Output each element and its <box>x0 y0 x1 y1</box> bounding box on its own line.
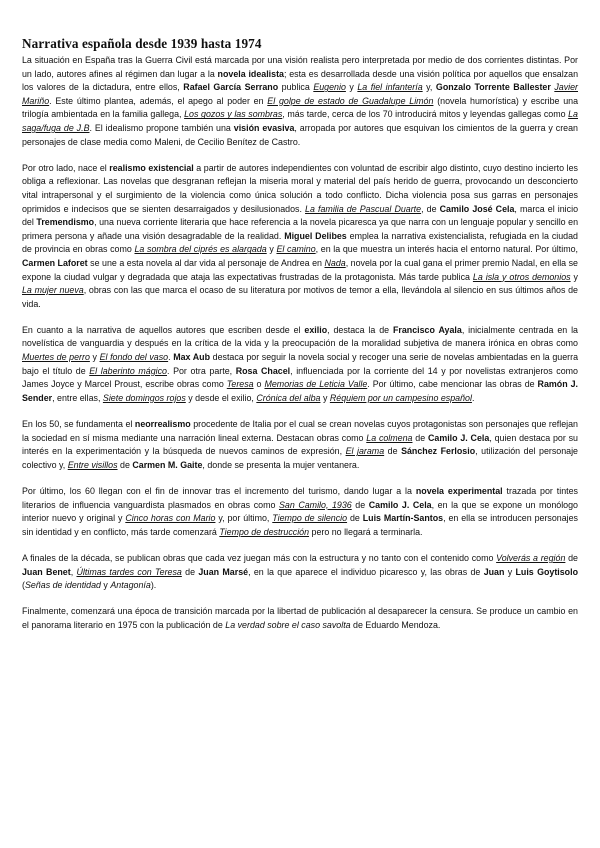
work-title: Crónica del alba <box>256 392 321 403</box>
text-run: ( <box>22 580 25 591</box>
text-run: y desde el exilio, <box>185 392 257 403</box>
text-run: , destaca la de <box>327 324 393 335</box>
text-run: de <box>384 446 402 457</box>
text-run: y <box>89 352 100 363</box>
text-run: y <box>320 392 330 403</box>
bold-term: exilio <box>304 324 328 335</box>
work-title: El laberinto mágico <box>89 365 167 376</box>
paragraph <box>22 552 578 593</box>
text-run: En cuanto a la narrativa de aquellos autores que escriben desde el <box>22 324 305 335</box>
text-run: , en la que aparece el individuo picaresco y, las obras de <box>248 566 484 577</box>
text-run: . Por último, cabe mencionar las obras de <box>367 379 538 390</box>
work-title: Entre visillos <box>67 459 118 470</box>
bold-term: realismo existencial <box>109 162 194 173</box>
bold-term: Carmen M. Gaite <box>132 459 203 470</box>
bold-term: novela idealista <box>217 68 284 79</box>
text-run: , utilización del personaje colectivo y, <box>22 446 578 470</box>
text-run: . Por otra parte, <box>167 365 236 376</box>
text-run: , entre ellas, <box>52 392 103 403</box>
text-run: , marca el inicio del <box>22 203 578 228</box>
work-title: Réquiem por un campesino español <box>329 392 472 403</box>
text-run: . <box>471 392 475 403</box>
text-run: y <box>100 580 111 591</box>
text-run: , en ella se introducen personajes sin identidad y en conflicto, más tarde comenzará <box>22 513 578 537</box>
bold-term: Camilo José Cela <box>439 203 515 214</box>
bold-term: Juan Benet <box>22 566 71 577</box>
italic-title: Señas de identidad <box>24 580 101 591</box>
text-run: , inicialmente centrada en la novelística de vanguardia y después en la crítica de la vida y la preocupación de la moralidad subjetiva de manera irónica en obras como <box>22 324 578 349</box>
text-run: , influenciada por la corriente del 14 y por novelistas extranjeros como James Joyce y Marcel Proust, escribe obras como <box>22 365 578 390</box>
paragraph <box>22 418 578 472</box>
work-title: San Camilo, 1936 <box>278 499 352 510</box>
text-run: , de <box>421 203 440 214</box>
work-title: La sombra del ciprés es alargada <box>134 244 267 255</box>
work-title: La familia de Pascual Duarte <box>305 203 422 214</box>
work-title: El golpe de estado de Guadalupe Limón <box>267 95 434 106</box>
text-run: Por otro lado, nace el <box>22 162 110 173</box>
bold-term: Ramón J. Sender <box>22 379 578 403</box>
work-title: Muertes de perro <box>22 352 90 363</box>
text-run: de <box>351 499 369 510</box>
bold-term: Luis Goytisolo <box>515 566 578 577</box>
work-title: El fondo del vaso <box>99 352 169 363</box>
bold-term: neorrealismo <box>134 419 191 430</box>
work-title: Teresa <box>226 379 254 390</box>
work-title: Nada <box>324 257 346 268</box>
text-run: o <box>253 379 265 390</box>
paragraph <box>22 162 578 312</box>
paragraph <box>22 324 578 406</box>
text-run: . <box>168 352 174 363</box>
work-title: El jarama <box>345 446 385 457</box>
text-run: de <box>347 513 363 524</box>
text-run: y, por último, <box>215 513 273 524</box>
text-run: de <box>412 432 428 443</box>
work-title: Los gozos y las sombras <box>184 109 283 120</box>
work-title: Tiempo de silencio <box>272 513 348 524</box>
text-run: de <box>181 566 199 577</box>
text-run: trazada por tintes literarios de influencia vanguardista plasmados en obras como <box>22 486 578 510</box>
bold-term: Camilo J. Cela <box>427 432 490 443</box>
italic-title: Antagonía <box>110 580 151 591</box>
work-title: Memorias de Leticia Valle <box>264 379 368 390</box>
text-run: , <box>70 566 77 577</box>
text-run: , arropada por autores que esquivan los cimientos de la guerra y crean personajes de clase media como Maleni, de Cecilio Benítez de Castro. <box>22 122 578 147</box>
text-run: a partir de autores independientes con voluntad de escribir algo distinto, cuyo destino incierto les obliga a reflexionar. Las novelas que desgranan reflejan la miseria moral y material del país herido de guerra, provocando un desconcierto vital intrapersonal y el surgimiento de la violencia como única solución a todo conflicto. Dicha violencia posa sus garras en personajes oprimidos e indecisos que se sienten desarraigados y desilusionados. <box>22 162 578 214</box>
text-run: y <box>504 566 516 577</box>
text-run: Por último, los 60 llegan con el fin de innovar tras el incremento del turismo, dando lugar a la <box>22 486 416 496</box>
work-title: Eugenio <box>313 82 346 93</box>
text-run: ; esta es desarrollada desde una visión política por aquellos que ensalzan los valores de la dictadura, entre ellos, <box>22 68 578 93</box>
bold-term: Juan <box>483 566 505 577</box>
text-run: (novela humorística) y escribe una trilogía ambientada en la familia gallega, <box>22 95 579 120</box>
text-run: ). <box>150 580 157 591</box>
bold-term: Sánchez Ferlosio <box>401 446 476 457</box>
text-run: , una nueva corriente literaria que hace referencia a la novela picaresca ya que narra con un lenguaje popular y sencillo en primera persona y añade una visión desagradable de la realidad. <box>22 217 579 241</box>
bold-term: novela experimental <box>415 486 503 496</box>
text-run: destaca por seguir la novela social y recoger una serie de novelas ambientadas en la guerra bajo el título de <box>22 352 578 376</box>
bold-term: Gonzalo Torrente Ballester <box>435 82 551 93</box>
text-run: pero no llegará a terminarla. <box>309 526 423 537</box>
text-run: se une a esta novela al dar vida al personaje de Andrea en <box>87 257 325 268</box>
bold-term: Carmen Laforet <box>22 257 88 268</box>
text-run: de <box>117 459 133 470</box>
document-body <box>22 54 578 633</box>
work-title: Tiempo de destrucción <box>219 526 310 537</box>
bold-term: visión evasiva <box>233 122 295 133</box>
bold-term: Tremendismo <box>36 217 95 228</box>
text-run: , más tarde, cerca de los 70 introducirá mitos y leyendas gallegas como <box>282 109 569 120</box>
paragraph <box>22 485 578 539</box>
work-title: Javier Mariño <box>22 82 579 106</box>
bold-term: Luis Martín-Santos <box>362 513 444 524</box>
work-title: La mujer nueva <box>22 285 84 296</box>
text-run: , en la que se expone un monólogo interior nuevo y original y <box>22 499 578 524</box>
text-run: y <box>570 271 578 282</box>
work-title: La saga/fuga de J.B <box>22 109 578 133</box>
text-run: Finalmente, comenzará una época de transición marcada por la libertad de publicación al desaparecer la censura. Se produce un cambio en el panorama literario en 1975 con la publicación de <box>22 606 578 630</box>
text-run: En los 50, se fundamenta el <box>22 419 135 430</box>
work-title: Volverás a región <box>496 552 566 563</box>
work-title: La isla y otros demonios <box>472 271 571 282</box>
bold-term: Rosa Chacel <box>235 365 291 376</box>
bold-term: Camilo J. Cela <box>368 499 432 510</box>
italic-title: La verdad sobre el caso savolta <box>225 619 351 630</box>
text-run: A finales de la década, se publican obras que cada vez juegan más con la estructura y no tanto con el contenido como <box>22 552 497 563</box>
text-run: La situación en España tras la Guerra Civil está marcada por una visión realista pero interpretada por medio de dos corrientes distintas. Por un lado, autores afines al régimen dan lugar a la <box>22 55 578 79</box>
work-title: La colmena <box>366 432 413 443</box>
work-title: El camino <box>276 244 316 255</box>
paragraph <box>22 605 578 632</box>
text-run: procedente de Italia por el cual se crean novelas cuyos protagonistas son personajes que reflejan la sociedad en sí misma mediante una narración lineal externa. Destacan obras como <box>22 419 578 443</box>
bold-term: Rafael García Serrano <box>183 82 279 93</box>
text-run: publica <box>278 82 314 93</box>
bold-term: Juan Marsé <box>198 566 249 577</box>
text-run: y, <box>422 82 436 93</box>
work-title: Cinco horas con Mario <box>125 513 216 524</box>
text-run: y <box>266 244 277 255</box>
bold-term: Francisco Ayala <box>392 324 462 335</box>
work-title: Últimas tardes con Teresa <box>76 566 182 577</box>
text-run: de Eduardo Mendoza. <box>350 619 441 630</box>
text-run: . Este último plantea, además, el apego al poder en <box>49 95 268 106</box>
text-run: , obras con las que marca el ocaso de su literatura por motivos de temor a ella, llevándola al silencio en sus últimos años de vida. <box>22 285 578 309</box>
text-run: , quien destaca por su interés en la experimentación y la búsqueda de nuevos caminos de expresión, <box>22 432 578 457</box>
text-run: y <box>345 82 358 93</box>
text-run: de <box>565 552 578 563</box>
paragraph <box>22 54 578 149</box>
text-run: , novela por la cual gana el primer premio Nadal, en ella se expone la ciudad vulgar y degradada que ataja las expectativas frustradas de la protagonista. Más tarde publica <box>22 257 578 282</box>
text-run: , en la que muestra un interés hacia el entorno natural. Por último, <box>315 244 578 255</box>
document-title: Narrativa española desde 1939 hasta 1974 <box>22 36 262 51</box>
text-run: . El idealismo propone también una <box>89 122 234 133</box>
text-run: , donde se presenta la mujer ventanera. <box>202 459 360 470</box>
bold-term: Miguel Delibes <box>284 230 347 241</box>
work-title: Siete domingos rojos <box>102 392 186 403</box>
bold-term: Max Aub <box>173 352 211 363</box>
text-run: emplea la narrativa existencialista, refugiada en la ciudad de provincia en obras como <box>22 230 578 255</box>
work-title: La fiel infantería <box>357 82 423 93</box>
